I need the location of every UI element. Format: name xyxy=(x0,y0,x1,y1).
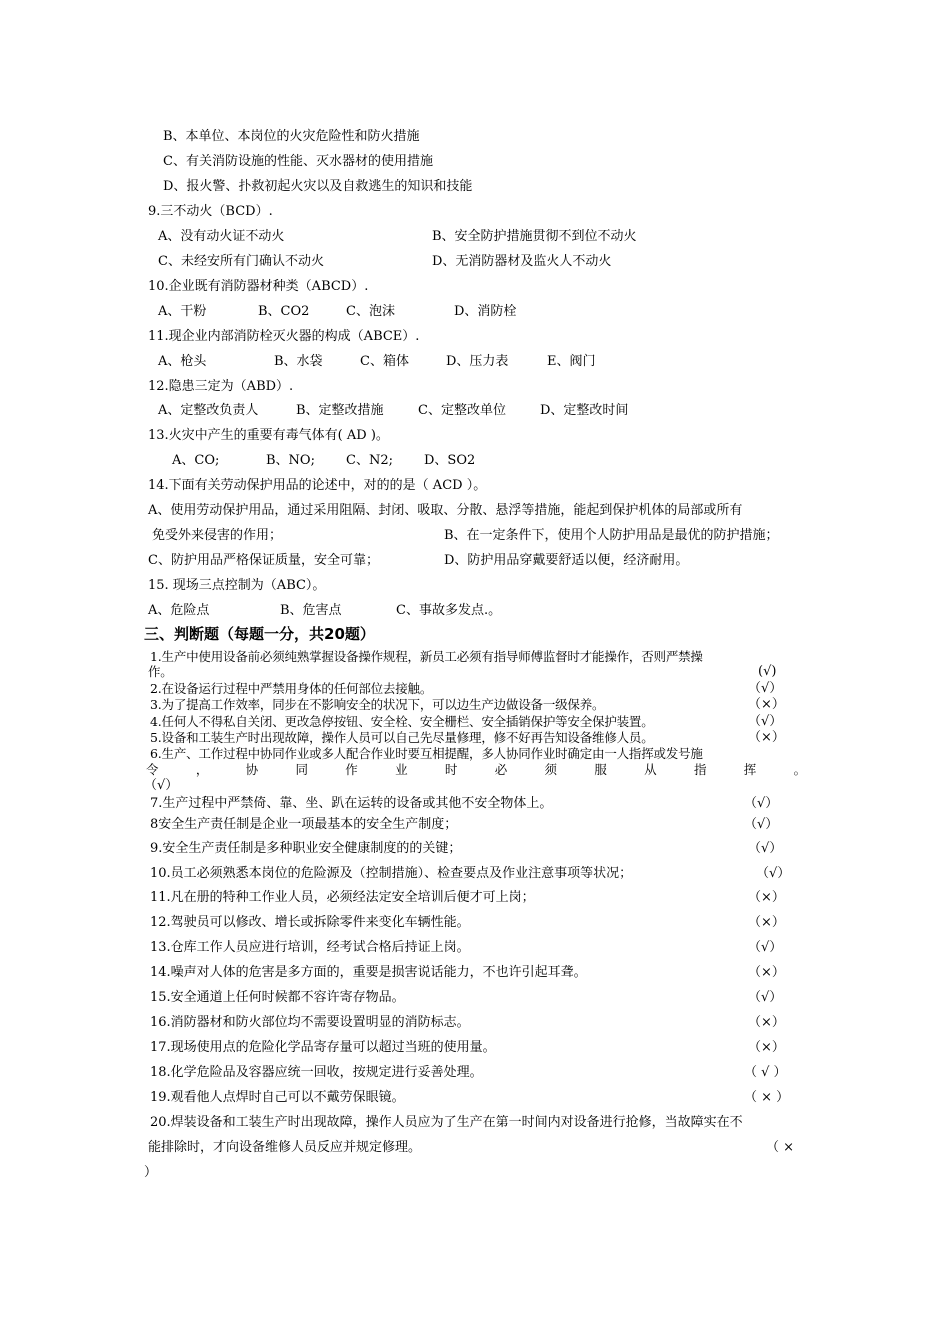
judge-q6-word: 挥 xyxy=(743,762,757,777)
q10-option-d: D、消防栓 xyxy=(454,304,517,319)
judge-q20-mark: （ × xyxy=(766,1140,795,1155)
judge-q10: 10.员工必须熟悉本岗位的危险源及（控制措施）、检查要点及作业注意事项等状况； xyxy=(150,866,633,881)
judge-q20-line2: 能排除时，才向设备维修人员反应并规定修理。 xyxy=(148,1140,422,1155)
judge-q8-mark: （√） xyxy=(744,817,779,832)
q11-option-d: D、压力表 xyxy=(446,354,509,369)
judge-q6-word: 令 xyxy=(146,762,159,777)
judge-q7-mark: （√） xyxy=(744,796,779,811)
judge-q1-mark: (√) xyxy=(758,664,777,679)
judge-q11-mark: （×） xyxy=(748,890,785,905)
judge-q4-mark: （√） xyxy=(748,714,783,729)
q13-option-d: D、SO2 xyxy=(424,453,476,468)
q9-option-a: A、没有动火证不动火 xyxy=(158,229,285,244)
judge-q12-mark: （×） xyxy=(748,915,785,930)
q9-option-b: B、安全防护措施贯彻不到位不动火 xyxy=(432,229,637,244)
judge-q6-word: 指 xyxy=(693,762,707,777)
q15-stem: 15. 现场三点控制为（ABC）。 xyxy=(148,578,326,593)
judge-q5-mark: （×） xyxy=(748,730,785,745)
judge-q6-word: 作 xyxy=(345,762,358,777)
judge-q2-mark: （√） xyxy=(748,681,783,696)
judge-q1-line2: 作。 xyxy=(148,664,173,679)
q13-option-b: B、NO; xyxy=(266,453,315,468)
judge-q4: 4.任何人不得私自关闭、更改急停按钮、安全栓、安全栅栏、安全插销保护等安全保护装置。 xyxy=(150,714,654,729)
judge-q3: 3.为了提高工作效率，同步在不影响安全的状况下，可以边生产边做设备一级保养。 xyxy=(150,697,605,712)
judge-q6-word: 服 xyxy=(594,762,607,777)
judge-q5: 5.设备和工装生产时出现故障，操作人员可以自己先尽量修理，修不好再告知设备维修人员。 xyxy=(150,730,654,745)
judge-q12: 12.驾驶员可以修改、增长或拆除零件来变化车辆性能。 xyxy=(150,915,470,930)
judge-q2: 2.在设备运行过程中严禁用身体的任何部位去接触。 xyxy=(150,681,433,696)
q14-stem: 14.下面有关劳动保护用品的论述中，对的的是（ ACD ）。 xyxy=(148,478,487,493)
q10-option-c: C、泡沫 xyxy=(346,304,395,319)
q9-option-d: D、无消防器材及监火人不动火 xyxy=(432,254,612,269)
q9-stem: 9.三不动火（BCD）. xyxy=(148,204,273,219)
judge-q6-line2 xyxy=(146,762,806,778)
judge-q6-word: 协 xyxy=(245,762,258,777)
section3-title: 三、判断题（每题一分，共20题） xyxy=(144,625,375,643)
q14-option-a-line2: 免受外来侵害的作用； xyxy=(152,528,283,543)
judge-q15: 15.安全通道上任何时候都不容许寄存物品。 xyxy=(150,990,405,1005)
judge-q3-mark: （×） xyxy=(748,697,785,712)
q11-stem: 11.现企业内部消防栓灭火器的构成（ABCE）. xyxy=(148,329,420,344)
judge-q13: 13.仓库工作人员应进行培训，经考试合格后持证上岗。 xyxy=(150,940,470,955)
q13-option-a: A、CO; xyxy=(172,453,220,468)
q8-option-c: C、有关消防设施的性能、灭水器材的使用措施 xyxy=(163,154,433,169)
q12-option-d: D、定整改时间 xyxy=(540,403,629,418)
judge-q10-mark: （√） xyxy=(756,866,791,881)
judge-q16: 16.消防器材和防火部位均不需要设置明显的消防标志。 xyxy=(150,1015,470,1030)
judge-q9-mark: （√） xyxy=(748,841,783,856)
q15-option-a: A、危险点 xyxy=(148,603,210,618)
judge-q20-mark-close: ） xyxy=(144,1165,158,1180)
q14-option-d: D、防护用品穿戴要舒适以便，经济耐用。 xyxy=(444,553,689,568)
q8-option-d: D、报火警、扑救初起火灾以及自救逃生的知识和技能 xyxy=(163,179,473,194)
judge-q17-mark: （×） xyxy=(748,1040,785,1055)
q14-option-b: B、在一定条件下，使用个人防护用品是最优的防护措施； xyxy=(444,528,779,543)
judge-q1-line1: 1.生产中使用设备前必须纯熟掌握设备操作规程，新员工必须有指导师傅监督时才能操作，否则严禁操 xyxy=(150,649,703,664)
q9-option-c: C、未经安所有门确认不动火 xyxy=(158,254,324,269)
judge-q7: 7.生产过程中严禁倚、靠、坐、趴在运转的设备或其他不安全物体上。 xyxy=(150,796,553,811)
q15-option-b: B、危害点 xyxy=(280,603,342,618)
judge-q18: 18.化学危险品及容器应统一回收，按规定进行妥善处理。 xyxy=(150,1065,483,1080)
judge-q19-mark: （ × ） xyxy=(744,1090,790,1105)
judge-q20-line1: 20.焊装设备和工装生产时出现故障，操作人员应为了生产在第一时间内对设备进行抢修，当故障实在不 xyxy=(150,1115,743,1130)
judge-q8: 8安全生产责任制是企业一项最基本的安全生产制度； xyxy=(150,817,458,832)
q12-option-b: B、定整改措施 xyxy=(296,403,384,418)
judge-q14: 14.噪声对人体的危害是多方面的，重要是损害说话能力，不也许引起耳聋。 xyxy=(150,965,587,980)
judge-q16-mark: （×） xyxy=(748,1015,785,1030)
q13-option-c: C、N2; xyxy=(346,453,393,468)
judge-q6-word: 时 xyxy=(444,762,458,777)
judge-q13-mark: （√） xyxy=(748,940,783,955)
judge-q6-word: 同 xyxy=(295,762,308,777)
q14-option-a-line1: A、使用劳动保护用品，通过采用阻隔、封闭、吸取、分散、悬浮等措施，能起到保护机体的局部或所有 xyxy=(148,503,743,518)
judge-q6-word: 业 xyxy=(395,762,408,777)
q10-option-b: B、CO2 xyxy=(258,304,310,319)
q11-option-a: A、枪头 xyxy=(158,354,207,369)
q10-option-a: A、干粉 xyxy=(158,304,207,319)
q12-option-c: C、定整改单位 xyxy=(418,403,506,418)
q12-option-a: A、定整改负责人 xyxy=(158,403,259,418)
q14-option-c: C、防护用品严格保证质量，安全可靠； xyxy=(148,553,379,568)
judge-q6-mark: （√） xyxy=(144,778,179,793)
judge-q19: 19.观看他人点焊时自己可以不戴劳保眼镜。 xyxy=(150,1090,405,1105)
q15-option-c: C、事故多发点.。 xyxy=(396,603,502,618)
q12-stem: 12.隐患三定为（ABD）. xyxy=(148,379,294,394)
q11-option-e: E、阀门 xyxy=(547,354,596,369)
judge-q18-mark: （ √ ） xyxy=(744,1065,787,1080)
judge-q14-mark: （×） xyxy=(748,965,785,980)
judge-q6-word: 必 xyxy=(494,762,507,777)
judge-q6-word: 从 xyxy=(644,762,657,777)
q13-stem: 13.火灾中产生的重要有毒气体有( AD )。 xyxy=(148,428,389,443)
q11-option-b: B、水袋 xyxy=(274,354,323,369)
q11-option-c: C、箱体 xyxy=(360,354,409,369)
judge-q6-line1: 6.生产、工作过程中协同作业或多人配合作业时要互相提醒，多人协同作业时确定由一人指挥或发号施 xyxy=(150,746,703,761)
judge-q6-word: 须 xyxy=(544,762,557,777)
judge-q15-mark: （√） xyxy=(748,990,783,1005)
judge-q17: 17.现场使用点的危险化学品寄存量可以超过当班的使用量。 xyxy=(150,1040,496,1055)
judge-q9: 9.安全生产责任制是多种职业安全健康制度的的关键； xyxy=(150,841,462,856)
judge-q11: 11.凡在册的特种工作业人员，必须经法定安全培训后便才可上岗； xyxy=(150,890,535,905)
judge-q6-word: 。 xyxy=(793,762,806,777)
judge-q6-word: ， xyxy=(195,762,209,777)
q10-stem: 10.企业既有消防器材种类（ABCD）. xyxy=(148,279,369,294)
q8-option-b: B、本单位、本岗位的火灾危险性和防火措施 xyxy=(163,129,420,144)
